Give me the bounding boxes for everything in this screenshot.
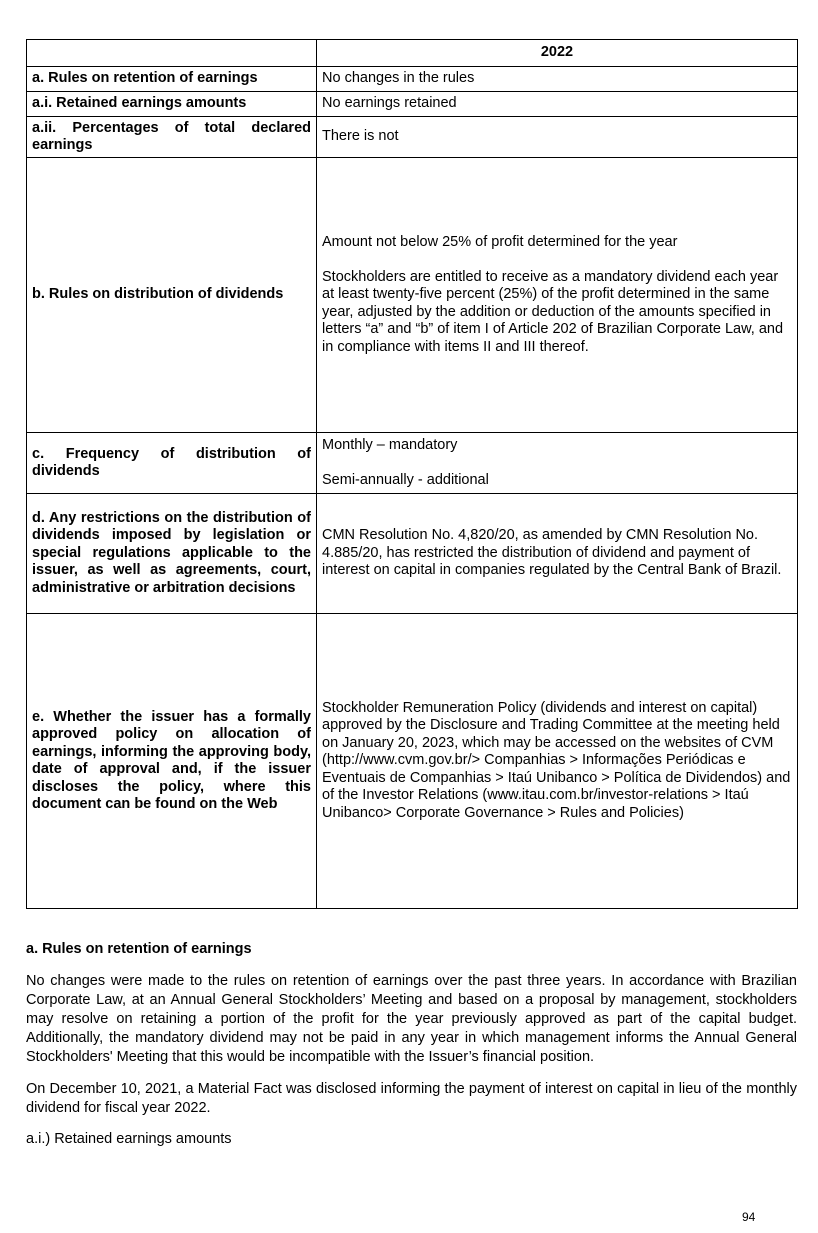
value-line: Semi-annually - additional bbox=[322, 471, 489, 488]
table-row bbox=[27, 67, 798, 92]
value-line: Monthly – mandatory bbox=[322, 437, 458, 453]
row-value bbox=[317, 433, 798, 494]
row-label: c. Frequency of distribution of dividends bbox=[27, 433, 317, 494]
row-value: Stockholder Remuneration Policy (dividends and interest on capital) approved by the Disclosure and Trading Committee at the meeting held on January 20, 2023, which may be accessed on the websites of CVM (http://www.cvm.gov.br/> Companhias > Informações Periódicas e Eventuais de Companhias > Itaú Unibanco > Política de Dividendos) and of the Investor Relations (www.itau.com.br/investor-relations > Itaú Unibanco> Corporate Governance > Rules and Policies) bbox=[317, 614, 798, 909]
value-line: Amount not below 25% of profit determined for the year bbox=[322, 234, 678, 250]
dividend-policy-table bbox=[26, 39, 798, 909]
table-row bbox=[27, 158, 798, 433]
page-number: 94 bbox=[742, 1210, 756, 1224]
row-label: a. Rules on retention of earnings bbox=[27, 67, 317, 92]
section-heading: a. Rules on retention of earnings bbox=[26, 941, 252, 957]
body-paragraph: On December 10, 2021, a Material Fact was disclosed informing the payment of interest on capital in lieu of the monthly dividend for fiscal year 2022. bbox=[26, 1081, 797, 1116]
row-value: No earnings retained bbox=[317, 92, 798, 117]
table-header-row bbox=[27, 40, 798, 67]
row-label: b. Rules on distribution of dividends bbox=[27, 158, 317, 433]
row-label: e. Whether the issuer has a formally approved policy on allocation of earnings, informing the approving body, date of approval and, if the issuer discloses the policy, where this document can be found on the Web bbox=[27, 614, 317, 909]
table-row bbox=[27, 614, 798, 909]
table-row bbox=[27, 433, 798, 494]
row-value bbox=[317, 158, 798, 433]
header-empty-cell bbox=[27, 40, 317, 67]
header-year: 2022 bbox=[317, 40, 798, 67]
row-label: d. Any restrictions on the distribution of dividends imposed by legislation or special regulations applicable to the issuer, as well as agreements, court, administrative or arbitration decisions bbox=[27, 494, 317, 614]
row-label: a.ii. Percentages of total declared earnings bbox=[27, 117, 317, 158]
table-row bbox=[27, 494, 798, 614]
row-label: a.i. Retained earnings amounts bbox=[27, 92, 317, 117]
table-row bbox=[27, 117, 798, 158]
value-line: Stockholders are entitled to receive as a mandatory dividend each year at least twenty-five percent (25%) of the profit determined in the same year, adjusted by the addition or deduction of the amounts specified in letters “a” and “b” of item I of Article 202 of Brazilian Corporate Law, and in compliance with items II and III thereof. bbox=[322, 268, 784, 355]
table-row bbox=[27, 92, 798, 117]
row-value: There is not bbox=[317, 117, 798, 158]
body-paragraph: a.i.) Retained earnings amounts bbox=[26, 1131, 232, 1147]
row-value: No changes in the rules bbox=[317, 67, 798, 92]
row-value: CMN Resolution No. 4,820/20, as amended by CMN Resolution No. 4.885/20, has restricted the distribution of dividend and payment of interest on capital in companies regulated by the Central Bank of Brazil. bbox=[317, 494, 798, 614]
body-paragraph: No changes were made to the rules on retention of earnings over the past three years. In accordance with Brazilian Corporate Law, at an Annual General Stockholders’ Meeting and based on a proposal by management, stockholders may resolve on retaining a portion of the profit for the year previously approved as part of the capital budget. Additionally, the mandatory dividend may not be paid in any year in which management informs the Annual General Stockholders' Meeting that this would be incompatible with the Issuer’s financial position. bbox=[26, 973, 797, 1065]
